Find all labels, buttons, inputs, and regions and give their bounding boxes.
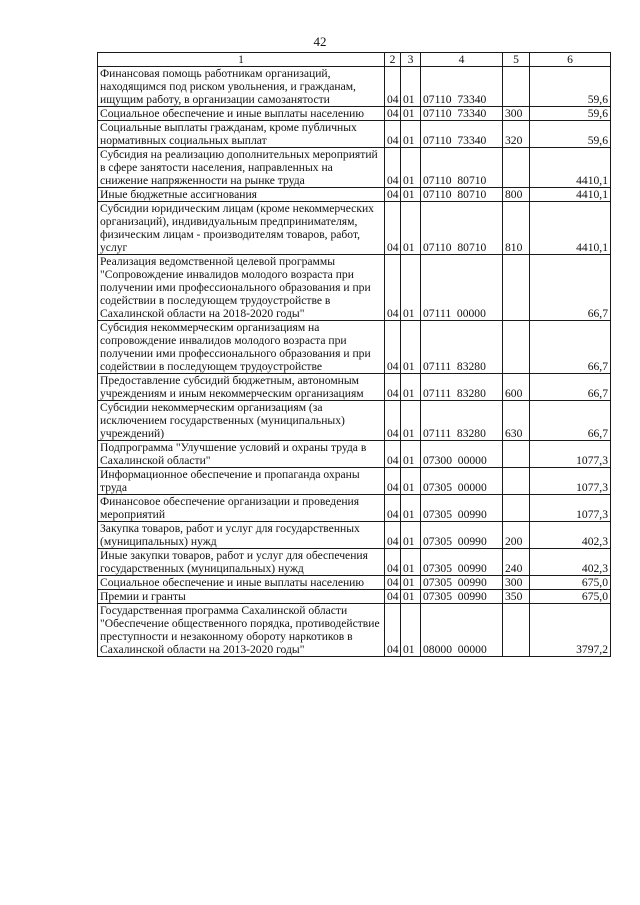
table-row: [98, 107, 611, 121]
header-col-5: 5: [503, 53, 530, 67]
row-expense-type-cell: 240: [503, 549, 530, 576]
row-expense-type-cell: 600: [503, 374, 530, 401]
row-section-cell: 04: [385, 107, 401, 121]
row-name-cell: Социальные выплаты гражданам, кроме публичных нормативных социальных выплат: [98, 121, 385, 148]
row-name-cell: Социальное обеспечение и иные выплаты населению: [98, 107, 385, 121]
table-row: [98, 188, 611, 202]
row-amount-cell: 59,6: [530, 121, 611, 148]
table-row: [98, 468, 611, 495]
table-row: [98, 590, 611, 604]
row-section-cell: 04: [385, 468, 401, 495]
table-row: [98, 604, 611, 657]
row-expense-type-cell: [503, 67, 530, 107]
row-amount-cell: 59,6: [530, 107, 611, 121]
row-subsection-cell: 01: [401, 522, 421, 549]
row-section-cell: 04: [385, 441, 401, 468]
row-amount-cell: 66,7: [530, 374, 611, 401]
row-subsection-cell: 01: [401, 468, 421, 495]
row-amount-cell: 1077,3: [530, 441, 611, 468]
row-subsection-cell: 01: [401, 495, 421, 522]
table-row: [98, 401, 611, 441]
header-col-3: 3: [401, 53, 421, 67]
row-target-item-cell: 07300 00000: [421, 441, 503, 468]
table-row: [98, 321, 611, 374]
row-target-item-cell: 07111 83280: [421, 374, 503, 401]
row-subsection-cell: 01: [401, 202, 421, 255]
table-row: [98, 121, 611, 148]
row-amount-cell: 675,0: [530, 590, 611, 604]
row-subsection-cell: 01: [401, 549, 421, 576]
row-section-cell: 04: [385, 121, 401, 148]
row-section-cell: 04: [385, 549, 401, 576]
row-amount-cell: 66,7: [530, 401, 611, 441]
row-target-item-cell: 07305 00000: [421, 468, 503, 495]
row-amount-cell: 4410,1: [530, 188, 611, 202]
row-section-cell: 04: [385, 374, 401, 401]
row-name-cell: Субсидии юридическим лицам (кроме некоммерческих организаций), индивидуальным предпринимателям, физическим лицам - производителям товаров, работ, услуг: [98, 202, 385, 255]
table-row: [98, 495, 611, 522]
row-section-cell: 04: [385, 576, 401, 590]
row-amount-cell: 1077,3: [530, 495, 611, 522]
row-section-cell: 04: [385, 604, 401, 657]
table-row: [98, 67, 611, 107]
row-name-cell: Подпрограмма "Улучшение условий и охраны труда в Сахалинской области": [98, 441, 385, 468]
row-expense-type-cell: 350: [503, 590, 530, 604]
row-section-cell: 04: [385, 255, 401, 321]
row-target-item-cell: 07111 00000: [421, 255, 503, 321]
row-name-cell: Финансовая помощь работникам организаций, находящимся под риском увольнения, и гражданам, ищущим работу, в организации самозанятости: [98, 67, 385, 107]
row-expense-type-cell: [503, 255, 530, 321]
row-subsection-cell: 01: [401, 148, 421, 188]
row-name-cell: Субсидии некоммерческим организациям (за исключением государственных (муниципальных) учреждений): [98, 401, 385, 441]
table-body: [98, 67, 611, 657]
table-row: [98, 576, 611, 590]
row-subsection-cell: 01: [401, 121, 421, 148]
header-col-6: 6: [530, 53, 611, 67]
row-expense-type-cell: [503, 321, 530, 374]
row-expense-type-cell: 300: [503, 107, 530, 121]
row-name-cell: Социальное обеспечение и иные выплаты населению: [98, 576, 385, 590]
row-expense-type-cell: 200: [503, 522, 530, 549]
row-expense-type-cell: [503, 441, 530, 468]
row-subsection-cell: 01: [401, 374, 421, 401]
row-name-cell: Иные бюджетные ассигнования: [98, 188, 385, 202]
row-name-cell: Иные закупки товаров, работ и услуг для обеспечения государственных (муниципальных) нужд: [98, 549, 385, 576]
row-target-item-cell: 07111 83280: [421, 401, 503, 441]
header-col-2: 2: [385, 53, 401, 67]
row-section-cell: 04: [385, 67, 401, 107]
table-row: [98, 441, 611, 468]
row-subsection-cell: 01: [401, 67, 421, 107]
row-name-cell: Информационное обеспечение и пропаганда охраны труда: [98, 468, 385, 495]
page-number: 42: [313, 34, 327, 49]
row-target-item-cell: 07305 00990: [421, 495, 503, 522]
row-expense-type-cell: [503, 604, 530, 657]
row-name-cell: Субсидия на реализацию дополнительных мероприятий в сфере занятости населения, направленных на снижение напряженности на рынке труда: [98, 148, 385, 188]
row-expense-type-cell: [503, 495, 530, 522]
budget-table: [97, 52, 611, 657]
row-target-item-cell: 07305 00990: [421, 590, 503, 604]
row-amount-cell: 1077,3: [530, 468, 611, 495]
table-header-row: [98, 53, 611, 67]
table-row: [98, 522, 611, 549]
row-amount-cell: 4410,1: [530, 148, 611, 188]
table-row: [98, 549, 611, 576]
row-target-item-cell: 07111 83280: [421, 321, 503, 374]
row-expense-type-cell: 320: [503, 121, 530, 148]
row-amount-cell: 4410,1: [530, 202, 611, 255]
row-subsection-cell: 01: [401, 441, 421, 468]
row-name-cell: Реализация ведомственной целевой программы "Сопровождение инвалидов молодого возраста при получении ими профессионального образования и при содействии в последующем трудоустройстве в Сахалинской области на 2018-2020 годы": [98, 255, 385, 321]
row-target-item-cell: 07110 73340: [421, 67, 503, 107]
row-section-cell: 04: [385, 148, 401, 188]
row-amount-cell: 59,6: [530, 67, 611, 107]
row-subsection-cell: 01: [401, 255, 421, 321]
row-target-item-cell: 08000 00000: [421, 604, 503, 657]
table-row: [98, 148, 611, 188]
row-target-item-cell: 07110 73340: [421, 121, 503, 148]
row-target-item-cell: 07110 73340: [421, 107, 503, 121]
row-amount-cell: 402,3: [530, 522, 611, 549]
row-name-cell: Субсидия некоммерческим организациям на сопровождение инвалидов молодого возраста при получении ими профессионального образования и при содействии в последующем трудоустройстве: [98, 321, 385, 374]
row-section-cell: 04: [385, 188, 401, 202]
table-row: [98, 202, 611, 255]
row-subsection-cell: 01: [401, 590, 421, 604]
row-section-cell: 04: [385, 590, 401, 604]
row-subsection-cell: 01: [401, 107, 421, 121]
header-col-1: 1: [98, 53, 385, 67]
header-col-4: 4: [421, 53, 503, 67]
row-expense-type-cell: 630: [503, 401, 530, 441]
row-amount-cell: 675,0: [530, 576, 611, 590]
row-target-item-cell: 07305 00990: [421, 576, 503, 590]
row-target-item-cell: 07110 80710: [421, 188, 503, 202]
row-subsection-cell: 01: [401, 576, 421, 590]
row-target-item-cell: 07110 80710: [421, 148, 503, 188]
row-section-cell: 04: [385, 321, 401, 374]
row-amount-cell: 402,3: [530, 549, 611, 576]
row-target-item-cell: 07305 00990: [421, 549, 503, 576]
row-name-cell: Государственная программа Сахалинской области "Обеспечение общественного порядка, противодействие преступности и незаконному обороту наркотиков в Сахалинской области на 2013-2020 годы": [98, 604, 385, 657]
row-expense-type-cell: 800: [503, 188, 530, 202]
row-expense-type-cell: 810: [503, 202, 530, 255]
table-row: [98, 255, 611, 321]
row-amount-cell: 66,7: [530, 321, 611, 374]
row-subsection-cell: 01: [401, 604, 421, 657]
row-section-cell: 04: [385, 202, 401, 255]
row-expense-type-cell: 300: [503, 576, 530, 590]
row-target-item-cell: 07305 00990: [421, 522, 503, 549]
row-subsection-cell: 01: [401, 321, 421, 374]
row-name-cell: Премии и гранты: [98, 590, 385, 604]
row-amount-cell: 66,7: [530, 255, 611, 321]
row-name-cell: Предоставление субсидий бюджетным, автономным учреждениям и иным некоммерческим организациям: [98, 374, 385, 401]
row-amount-cell: 3797,2: [530, 604, 611, 657]
table-row: [98, 374, 611, 401]
row-name-cell: Закупка товаров, работ и услуг для государственных (муниципальных) нужд: [98, 522, 385, 549]
row-section-cell: 04: [385, 522, 401, 549]
row-expense-type-cell: [503, 468, 530, 495]
row-target-item-cell: 07110 80710: [421, 202, 503, 255]
row-subsection-cell: 01: [401, 401, 421, 441]
row-name-cell: Финансовое обеспечение организации и проведения мероприятий: [98, 495, 385, 522]
row-section-cell: 04: [385, 401, 401, 441]
row-expense-type-cell: [503, 148, 530, 188]
row-section-cell: 04: [385, 495, 401, 522]
row-subsection-cell: 01: [401, 188, 421, 202]
